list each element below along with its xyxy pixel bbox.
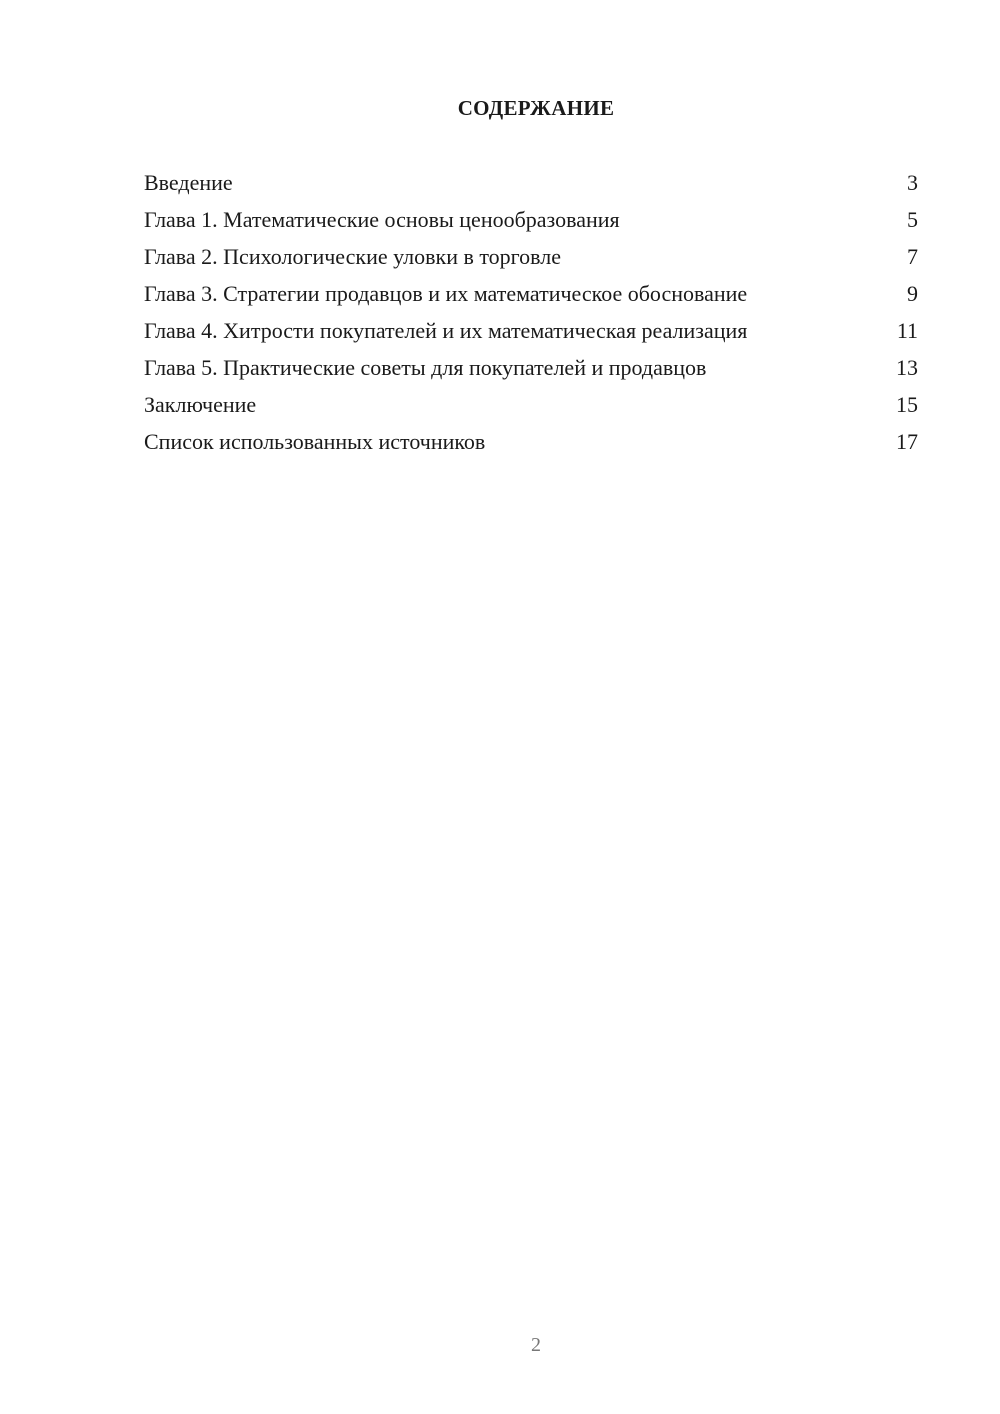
toc-entry-title: Глава 4. Хитрости покупателей и их математическая реализация (144, 318, 748, 343)
toc-entry-page: 9 (907, 281, 918, 306)
toc-entry-page: 13 (896, 355, 918, 380)
toc-entry (144, 244, 918, 270)
toc-entry-page: 15 (896, 392, 918, 417)
toc-entry-title: Список использованных источников (144, 429, 486, 454)
toc-entry (144, 281, 918, 307)
toc-title: СОДЕРЖАНИЕ (457, 96, 615, 120)
toc-entry-page: 11 (896, 318, 918, 343)
toc-entry (144, 355, 918, 381)
toc-entry (144, 318, 918, 344)
toc-entry-title: Глава 5. Практические советы для покупателей и продавцов (144, 355, 707, 380)
toc-entry-page: 7 (907, 244, 918, 269)
toc-entry-page: 3 (907, 170, 918, 195)
toc-entry (144, 429, 918, 455)
toc-entry-page: 17 (896, 429, 918, 454)
toc-entry-title: Заключение (144, 392, 257, 417)
toc-entry-title: Глава 3. Стратегии продавцов и их математическое обоснование (144, 281, 748, 306)
toc-list (144, 170, 918, 466)
toc-entry (144, 170, 918, 196)
page-number: 2 (531, 1334, 541, 1356)
toc-entry-title: Глава 1. Математические основы ценообразования (144, 207, 620, 232)
toc-entry-title: Глава 2. Психологические уловки в торговле (144, 244, 562, 269)
toc-entry-title: Введение (144, 170, 233, 195)
toc-entry (144, 392, 918, 418)
toc-entry (144, 207, 918, 233)
toc-entry-page: 5 (907, 207, 918, 232)
